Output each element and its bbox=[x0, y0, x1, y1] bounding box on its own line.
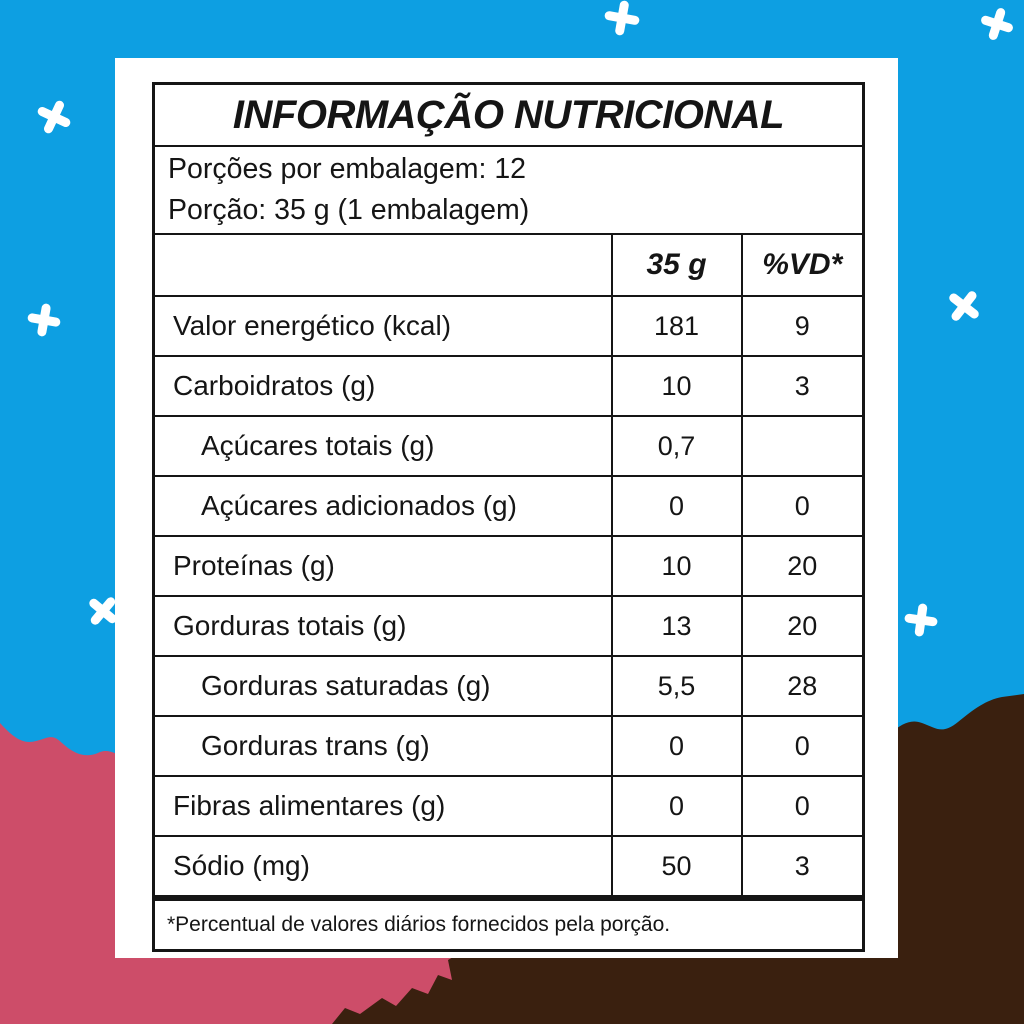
nutrient-name: Fibras alimentares (g) bbox=[154, 776, 612, 836]
nutrient-amount: 13 bbox=[612, 596, 742, 656]
column-header-daily-value: %VD* bbox=[742, 234, 864, 296]
nutrient-row bbox=[154, 596, 864, 656]
nutrient-name: Proteínas (g) bbox=[154, 536, 612, 596]
nutrient-name: Carboidratos (g) bbox=[154, 356, 612, 416]
nutrient-name: Açúcares adicionados (g) bbox=[154, 476, 612, 536]
nutrient-name: Gorduras trans (g) bbox=[154, 716, 612, 776]
column-header-empty bbox=[154, 234, 612, 296]
nutrient-amount: 10 bbox=[612, 356, 742, 416]
nutrient-daily-value: 3 bbox=[742, 356, 864, 416]
nutrient-rows bbox=[154, 296, 864, 898]
title-row bbox=[154, 84, 864, 147]
nutrient-name: Açúcares totais (g) bbox=[154, 416, 612, 476]
nutrient-amount: 0 bbox=[612, 716, 742, 776]
footnote-row bbox=[154, 898, 864, 951]
label-title: INFORMAÇÃO NUTRICIONAL bbox=[154, 84, 864, 147]
footnote-text: *Percentual de valores diários fornecidos pela porção. bbox=[154, 898, 864, 951]
serving-size-text: Porção: 35 g (1 embalagem) bbox=[168, 194, 530, 226]
nutrient-row bbox=[154, 716, 864, 776]
nutrient-daily-value: 9 bbox=[742, 296, 864, 356]
nutrient-row bbox=[154, 836, 864, 898]
nutrient-daily-value: 20 bbox=[742, 596, 864, 656]
nutrient-amount: 10 bbox=[612, 536, 742, 596]
serving-info-cell bbox=[154, 146, 864, 234]
nutrient-amount: 0 bbox=[612, 476, 742, 536]
nutrient-row bbox=[154, 776, 864, 836]
nutrient-row bbox=[154, 536, 864, 596]
nutrient-row bbox=[154, 476, 864, 536]
nutrient-daily-value: 20 bbox=[742, 536, 864, 596]
nutrient-amount: 50 bbox=[612, 836, 742, 898]
nutrient-amount: 0 bbox=[612, 776, 742, 836]
nutrient-name: Gorduras saturadas (g) bbox=[154, 656, 612, 716]
nutrient-name: Gorduras totais (g) bbox=[154, 596, 612, 656]
servings-per-package-text: Porções por embalagem: 12 bbox=[168, 152, 527, 185]
nutrient-name: Sódio (mg) bbox=[154, 836, 612, 898]
nutrient-row bbox=[154, 356, 864, 416]
nutrient-daily-value: 0 bbox=[742, 776, 864, 836]
nutrient-name: Valor energético (kcal) bbox=[154, 296, 612, 356]
nutrient-daily-value: 28 bbox=[742, 656, 864, 716]
nutrient-daily-value: 3 bbox=[742, 836, 864, 898]
nutrient-amount: 181 bbox=[612, 296, 742, 356]
nutrition-table bbox=[152, 82, 865, 952]
nutrient-row bbox=[154, 416, 864, 476]
nutrient-amount: 0,7 bbox=[612, 416, 742, 476]
nutrient-daily-value bbox=[742, 416, 864, 476]
nutrient-row bbox=[154, 656, 864, 716]
nutrient-daily-value: 0 bbox=[742, 476, 864, 536]
nutrient-amount: 5,5 bbox=[612, 656, 742, 716]
serving-info-row bbox=[154, 146, 864, 234]
label-card bbox=[115, 58, 898, 958]
nutrient-daily-value: 0 bbox=[742, 716, 864, 776]
nutrient-row bbox=[154, 296, 864, 356]
column-header-row bbox=[154, 234, 864, 296]
column-header-amount: 35 g bbox=[612, 234, 742, 296]
